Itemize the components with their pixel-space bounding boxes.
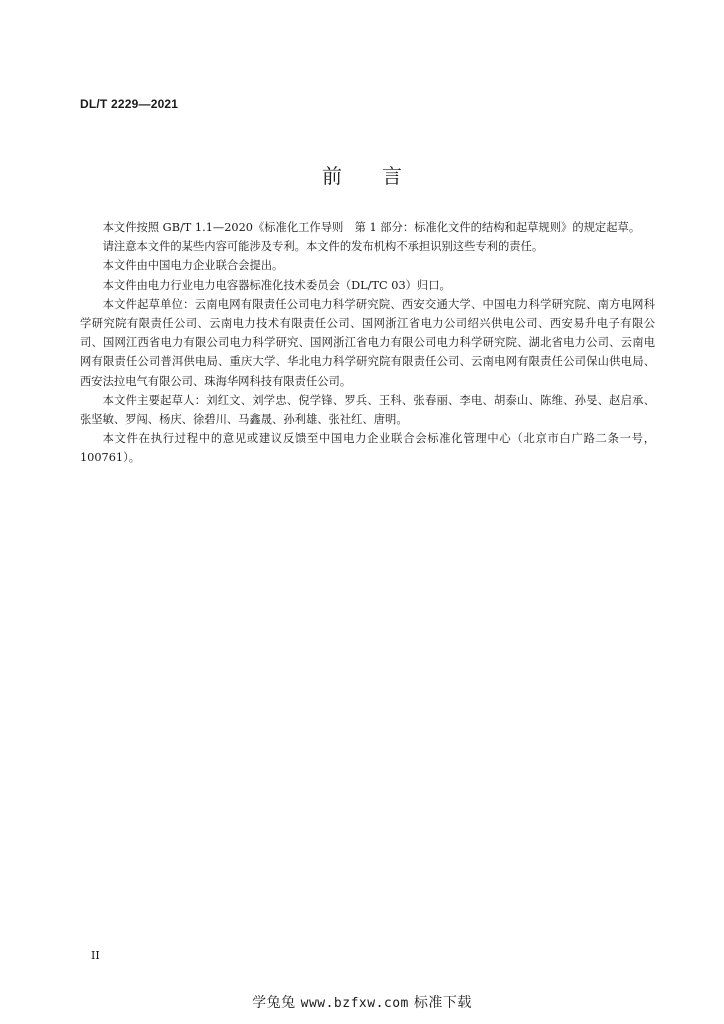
footer-prefix: 学兔兔 <box>252 995 296 1011</box>
paragraph-drafting-units: 本文件起草单位：云南电网有限责任公司电力科学研究院、西安交通大学、中国电力科学研究院、南方电网科学研究院有限责任公司、云南电力技术有限责任公司、国网浙江省电力公司绍兴供电公司、西安易升电子有限公司、国网江西省电力有限公司电力科学研究、国网浙江省电力有限公司电力科学研究院、湖北省电力公司、云南电网有限责任公司普洱供电局、重庆大学、华北电力科学研究院有限责任公司、云南电网有限责任公司保山供电局、西安法拉电气有限公司、珠海华网科技有限责任公司。 <box>80 297 655 388</box>
paragraph-drafting-rules: 本文件按照 GB/T 1.1—2020《标准化工作导则 第 1 部分：标准化文件的结构和起草规则》的规定起草。 <box>102 221 641 234</box>
footer-suffix: 标准下载 <box>413 995 472 1011</box>
paragraph-feedback: 本文件在执行过程中的意见或建议反馈至中国电力企业联合会标准化管理中心（北京市白广路二条一号，100761）。 <box>80 432 655 465</box>
footer-site-link[interactable]: www.bzfxw.com <box>300 996 409 1011</box>
standard-code: DL/T 2229—2021 <box>80 97 179 111</box>
paragraph-patent-notice: 请注意本文件的某些内容可能涉及专利。本文件的发布机构不承担识别这些专利的责任。 <box>102 240 544 254</box>
footer-watermark <box>0 992 724 1012</box>
paragraph-drafters: 本文件主要起草人：刘红文、刘学忠、倪学锋、罗兵、王科、张春丽、李电、胡泰山、陈维、孙旻、赵启承、张坚敏、罗闯、杨庆、徐碧川、马鑫晟、孙利雄、张社红、唐明。 <box>80 393 655 427</box>
paragraph-committee: 本文件由电力行业电力电容器标准化技术委员会（DL/TC 03）归口。 <box>102 278 451 292</box>
page-number: II <box>91 949 100 962</box>
page-title: 前言 <box>322 164 442 188</box>
paragraph-proposer: 本文件由中国电力企业联合会提出。 <box>102 259 284 273</box>
foreword-body <box>80 218 655 468</box>
